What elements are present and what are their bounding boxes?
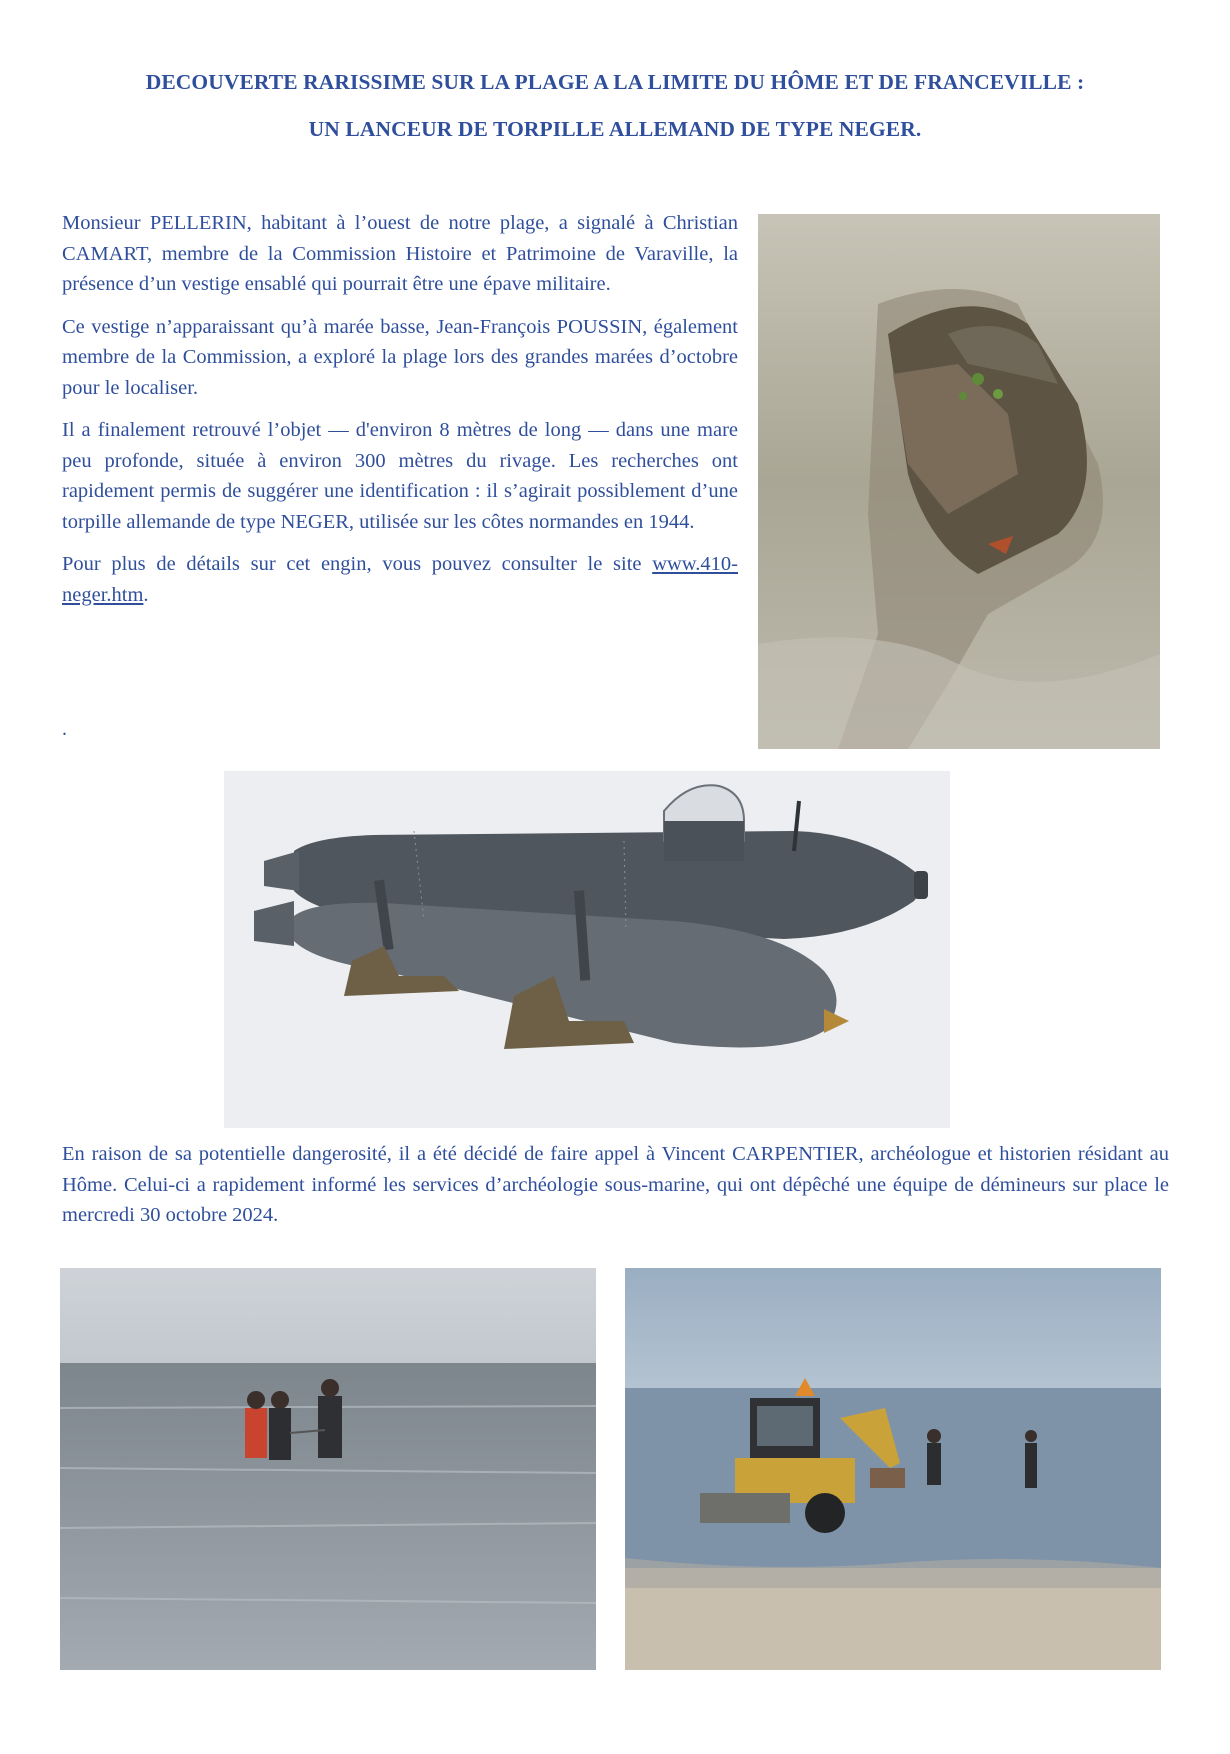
wreck-photo <box>758 214 1160 749</box>
paragraph-2: Ce vestige n’apparaissant qu’à marée basse, Jean-François POUSSIN, également membre de la Commission, a exploré la plage lors des grandes marées d’octobre pour le localiser. <box>62 315 738 399</box>
title-line-2: UN LANCEUR DE TORPILLE ALLEMAND DE TYPE NEGER. <box>308 117 922 141</box>
paragraph-4 <box>62 549 738 610</box>
paragraph-1: Monsieur PELLERIN, habitant à l’ouest de notre plage, a signalé à Christian CAMART, membre de la Commission Histoire et Patrimoine de Varaville, la présence d’un vestige ensablé qui pourrait être une épave militaire. <box>62 212 738 295</box>
paragraph-3: Il a finalement retrouvé l’objet — d'environ 8 mètres de long — dans une mare peu profonde, située à environ 300 mètres du rivage. Les recherches ont rapidement permis de suggérer une identification : il s’agirait possiblement d’une torpille allemande de type NEGER, utilisée sur les côtes normandes en 1944. <box>62 419 738 533</box>
neger-model-photo <box>224 771 950 1128</box>
intro-column <box>62 208 738 622</box>
paragraph-5: En raison de sa potentielle dangerosité, il a été décidé de faire appel à Vincent CARPENTIER, archéologue et historien résidant au Hôme. Celui-ci a rapidement informé les services d’archéologie sous-marine, qui ont dépêché une équipe de démineurs sur place le mercredi 30 octobre 2024. <box>62 1143 1169 1226</box>
title-line-1: DECOUVERTE RARISSIME SUR LA PLAGE A LA LIMITE DU HÔME ET DE FRANCEVILLE : <box>145 70 1085 94</box>
divers-photo <box>60 1268 596 1670</box>
stray-dot: . <box>62 718 67 740</box>
tractor-photo <box>625 1268 1161 1670</box>
paragraph-4-text: Pour plus de détails sur cet engin, vous pouvez consulter le site <box>62 553 653 575</box>
paragraph-4-end: . <box>143 583 149 606</box>
neger-site-link[interactable]: www.410-neger.htm <box>62 553 738 606</box>
